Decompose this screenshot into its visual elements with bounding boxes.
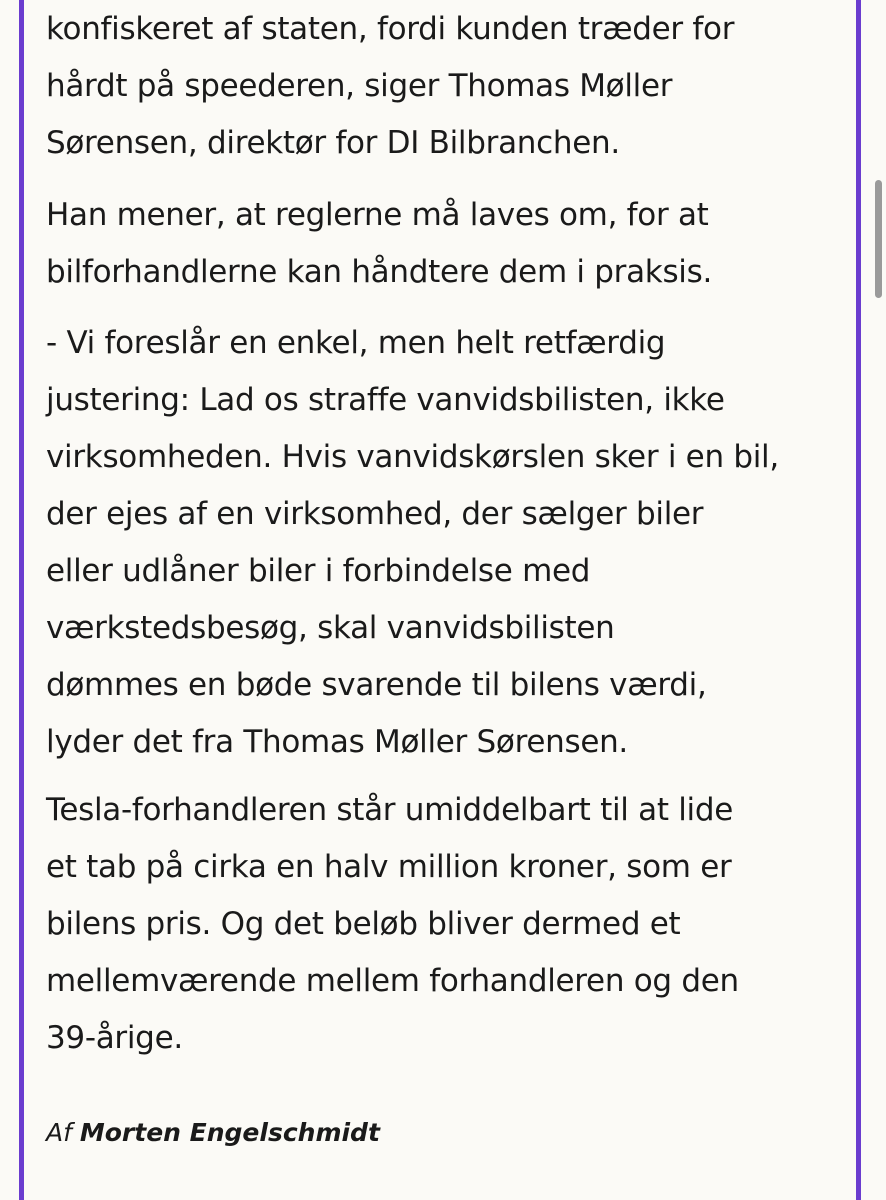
article-paragraph xyxy=(46,315,836,771)
paragraph-line: - Vi foreslår en enkel, men helt retfærdig xyxy=(46,325,666,361)
paragraph-line: bilforhandlerne kan håndtere dem i praksis. xyxy=(46,254,713,290)
article-paragraph xyxy=(46,782,836,1067)
paragraph-line: hårdt på speederen, siger Thomas Møller xyxy=(46,68,673,104)
paragraph-line: justering: Lad os straffe vanvidsbilisten, ikke xyxy=(46,382,725,418)
paragraph-line: Sørensen, direktør for DI Bilbranchen. xyxy=(46,125,620,161)
byline-author-link[interactable]: Morten Engelschmidt xyxy=(79,1118,380,1147)
paragraph-line: dømmes en bøde svarende til bilens værdi, xyxy=(46,667,707,703)
article-paragraph xyxy=(46,1,836,172)
paragraph-line: mellemværende mellem forhandleren og den xyxy=(46,963,739,999)
paragraph-line: eller udlåner biler i forbindelse med xyxy=(46,553,591,589)
paragraph-line: bilens pris. Og det beløb bliver dermed et xyxy=(46,906,681,942)
paragraph-line: der ejes af en virksomhed, der sælger biler xyxy=(46,496,704,532)
paragraph-line: 39-årige. xyxy=(46,1020,183,1056)
scrollbar-thumb[interactable] xyxy=(875,180,882,298)
paragraph-line: værkstedsbesøg, skal vanvidsbilisten xyxy=(46,610,615,646)
paragraph-line: lyder det fra Thomas Møller Sørensen. xyxy=(46,724,628,760)
paragraph-line: Han mener, at reglerne må laves om, for at xyxy=(46,197,709,233)
paragraph-line: Tesla-forhandleren står umiddelbart til at lide xyxy=(46,792,734,828)
byline-prefix: Af xyxy=(46,1118,72,1147)
scrollbar-track[interactable] xyxy=(874,0,886,1200)
article-paragraph xyxy=(46,187,836,301)
paragraph-line: konfiskeret af staten, fordi kunden træder for xyxy=(46,11,735,47)
article-byline xyxy=(46,1113,380,1153)
paragraph-line: et tab på cirka en halv million kroner, som er xyxy=(46,849,732,885)
paragraph-line: virksomheden. Hvis vanvidskørslen sker i en bil, xyxy=(46,439,779,475)
